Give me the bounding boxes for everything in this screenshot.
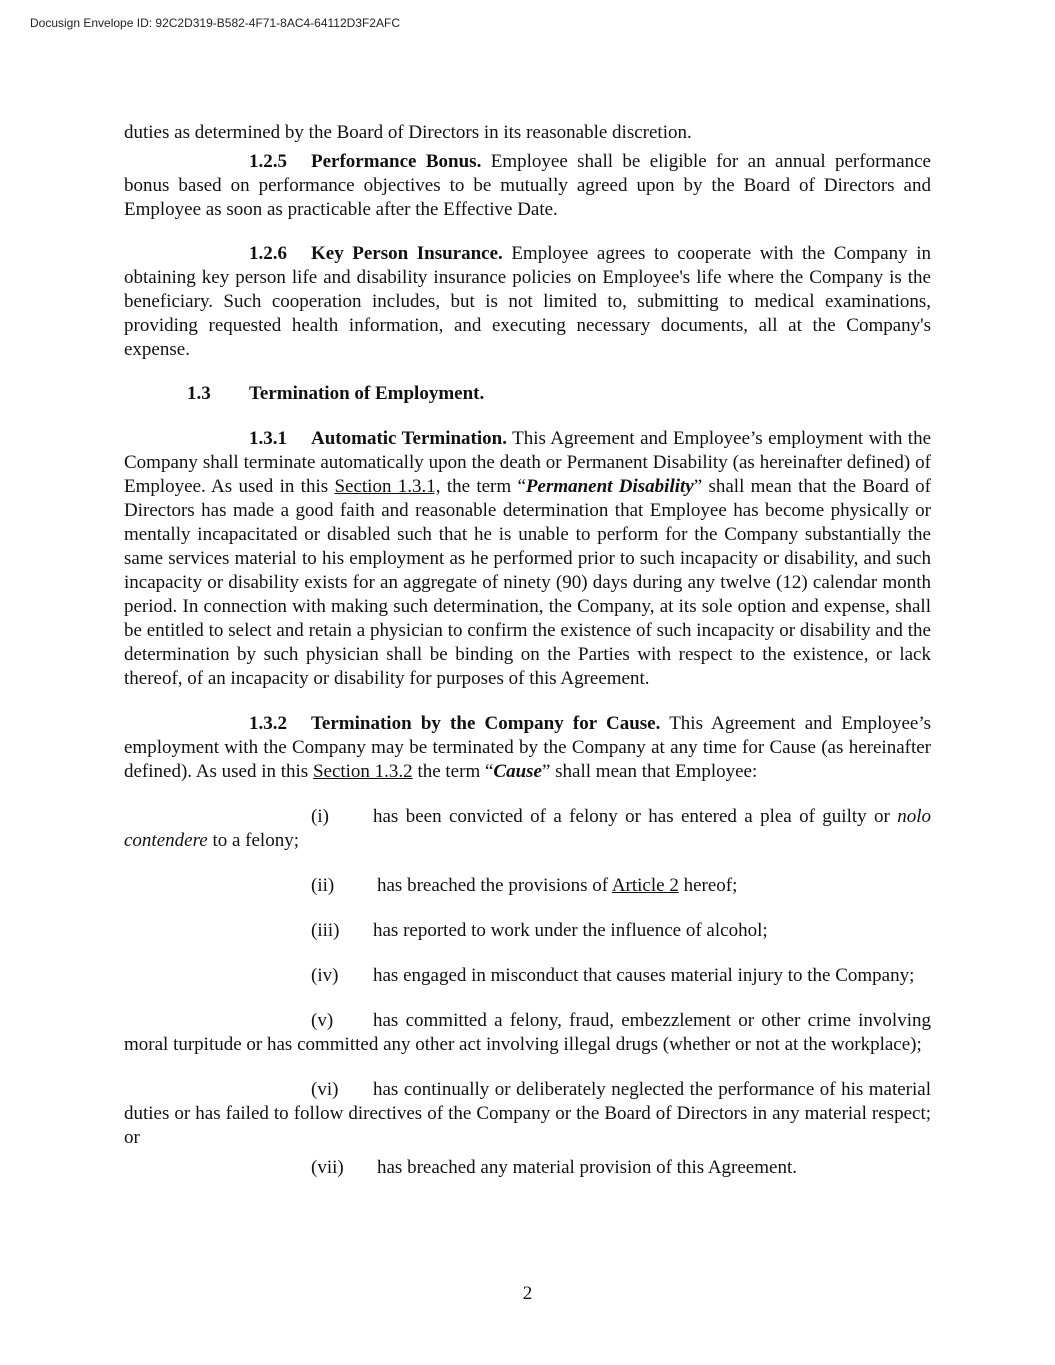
section-number: 1.2.6 bbox=[249, 243, 287, 264]
article-reference: Article 2 bbox=[611, 875, 679, 896]
item-number: (vi) bbox=[311, 1079, 339, 1100]
item-number: (iv) bbox=[311, 965, 339, 986]
section-1-2-6 bbox=[124, 242, 931, 362]
section-text: Employee agrees to cooperate with the Company in obtaining key person life and disability insurance policies on Employee's life where the Company is the beneficiary. Such cooperation includes, but is not limited to, submitting to medical examinations, providing requested health information, and executing necessary documents, all at the Company's expense. bbox=[124, 243, 931, 360]
section-number: 1.3 bbox=[187, 383, 211, 404]
page-number: 2 bbox=[522, 1283, 533, 1304]
item-number: (ii) bbox=[311, 875, 335, 896]
defined-term: Cause bbox=[493, 761, 542, 782]
section-1-3-2: 1.3.2 Termination by the Company for Cause. This Agreement and Employee’s employment with the Company may be terminated by the Company at any time for Cause (as hereinafter defined). As used in this Section 1.3.2 the term “Cause” shall mean that Employee: bbox=[124, 713, 931, 782]
section-reference: Section 1.3.1, bbox=[334, 476, 441, 497]
cause-item-v: (v) has committed a felony, fraud, embezzlement or other crime involving moral turpitude or has committed any other act involving illegal drugs (whether or not at the workplace); bbox=[124, 1010, 931, 1055]
section-title: Termination of Employment. bbox=[249, 383, 485, 404]
document-page bbox=[124, 120, 931, 1180]
section-1-3-heading bbox=[124, 382, 931, 406]
item-number: (vii) bbox=[311, 1157, 344, 1178]
cause-item-iii: (iii) has reported to work under the influence of alcohol; bbox=[311, 920, 768, 941]
section-text: Employee shall be eligible for an annual performance bonus based on performance objectives to be mutually agreed upon by the Board of Directors and Employee as soon as practicable after the Effective Date. bbox=[124, 151, 931, 220]
cause-item-iv: (iv) has engaged in misconduct that causes material injury to the Company; bbox=[311, 965, 915, 986]
section-number: 1.3.1 bbox=[249, 428, 287, 449]
section-title: Automatic Termination. bbox=[311, 428, 507, 449]
cause-item-ii: (ii) has breached the provisions of Article 2 hereof; bbox=[311, 875, 738, 896]
section-title: Key Person Insurance. bbox=[311, 243, 503, 264]
section-1-3-1: 1.3.1 Automatic Termination. This Agreement and Employee’s employment with the Company shall terminate automatically upon the death or Permanent Disability (as hereinafter defined) of Employee. As used in this Section 1.3.1, the term “Permanent Disability” shall mean that the Board of Directors has made a good faith and reasonable determination that Employee has become physically or mentally incapacitated or disabled such that he is unable to perform for the Company substantially the same services material to his employment as he performed prior to such incapacity or disability, and such incapacity or disability exists for an aggregate of ninety (90) days during any twelve (12) calendar month period. In connection with making such determination, the Company, at its sole option and expense, shall be entitled to select and retain a physician to confirm the existence of such incapacity or disability and the determination by such physician shall be binding on the Parties with respect to the existence, or lack thereof, of an incapacity or disability for purposes of this Agreement. bbox=[124, 428, 932, 689]
section-title: Performance Bonus. bbox=[311, 151, 482, 172]
item-number: (iii) bbox=[311, 920, 340, 941]
item-number: (v) bbox=[311, 1010, 334, 1031]
section-reference: Section 1.3.2 bbox=[312, 761, 413, 782]
envelope-id: Docusign Envelope ID: 92C2D319-B582-4F71-8AC4-64112D3F2AFC bbox=[30, 16, 400, 30]
cause-item-i: (i) has been convicted of a felony or has entered a plea of guilty or nolo contendere to a felony; bbox=[124, 806, 931, 851]
section-number: 1.2.5 bbox=[249, 151, 287, 172]
defined-term: Permanent Disability bbox=[525, 476, 694, 497]
section-title: Termination by the Company for Cause. bbox=[311, 713, 661, 734]
cause-item-vi: (vi) has continually or deliberately neglected the performance of his material duties or has failed to follow directives of the Company or the Board of Directors in any material respect; or bbox=[124, 1079, 931, 1148]
item-number: (i) bbox=[311, 806, 329, 827]
section-number: 1.3.2 bbox=[249, 713, 287, 734]
cause-item-vii: (vii) has breached any material provision of this Agreement. bbox=[311, 1157, 797, 1178]
section-1-2-5 bbox=[124, 150, 931, 222]
intro-paragraph: duties as determined by the Board of Directors in its reasonable discretion. bbox=[124, 122, 692, 143]
